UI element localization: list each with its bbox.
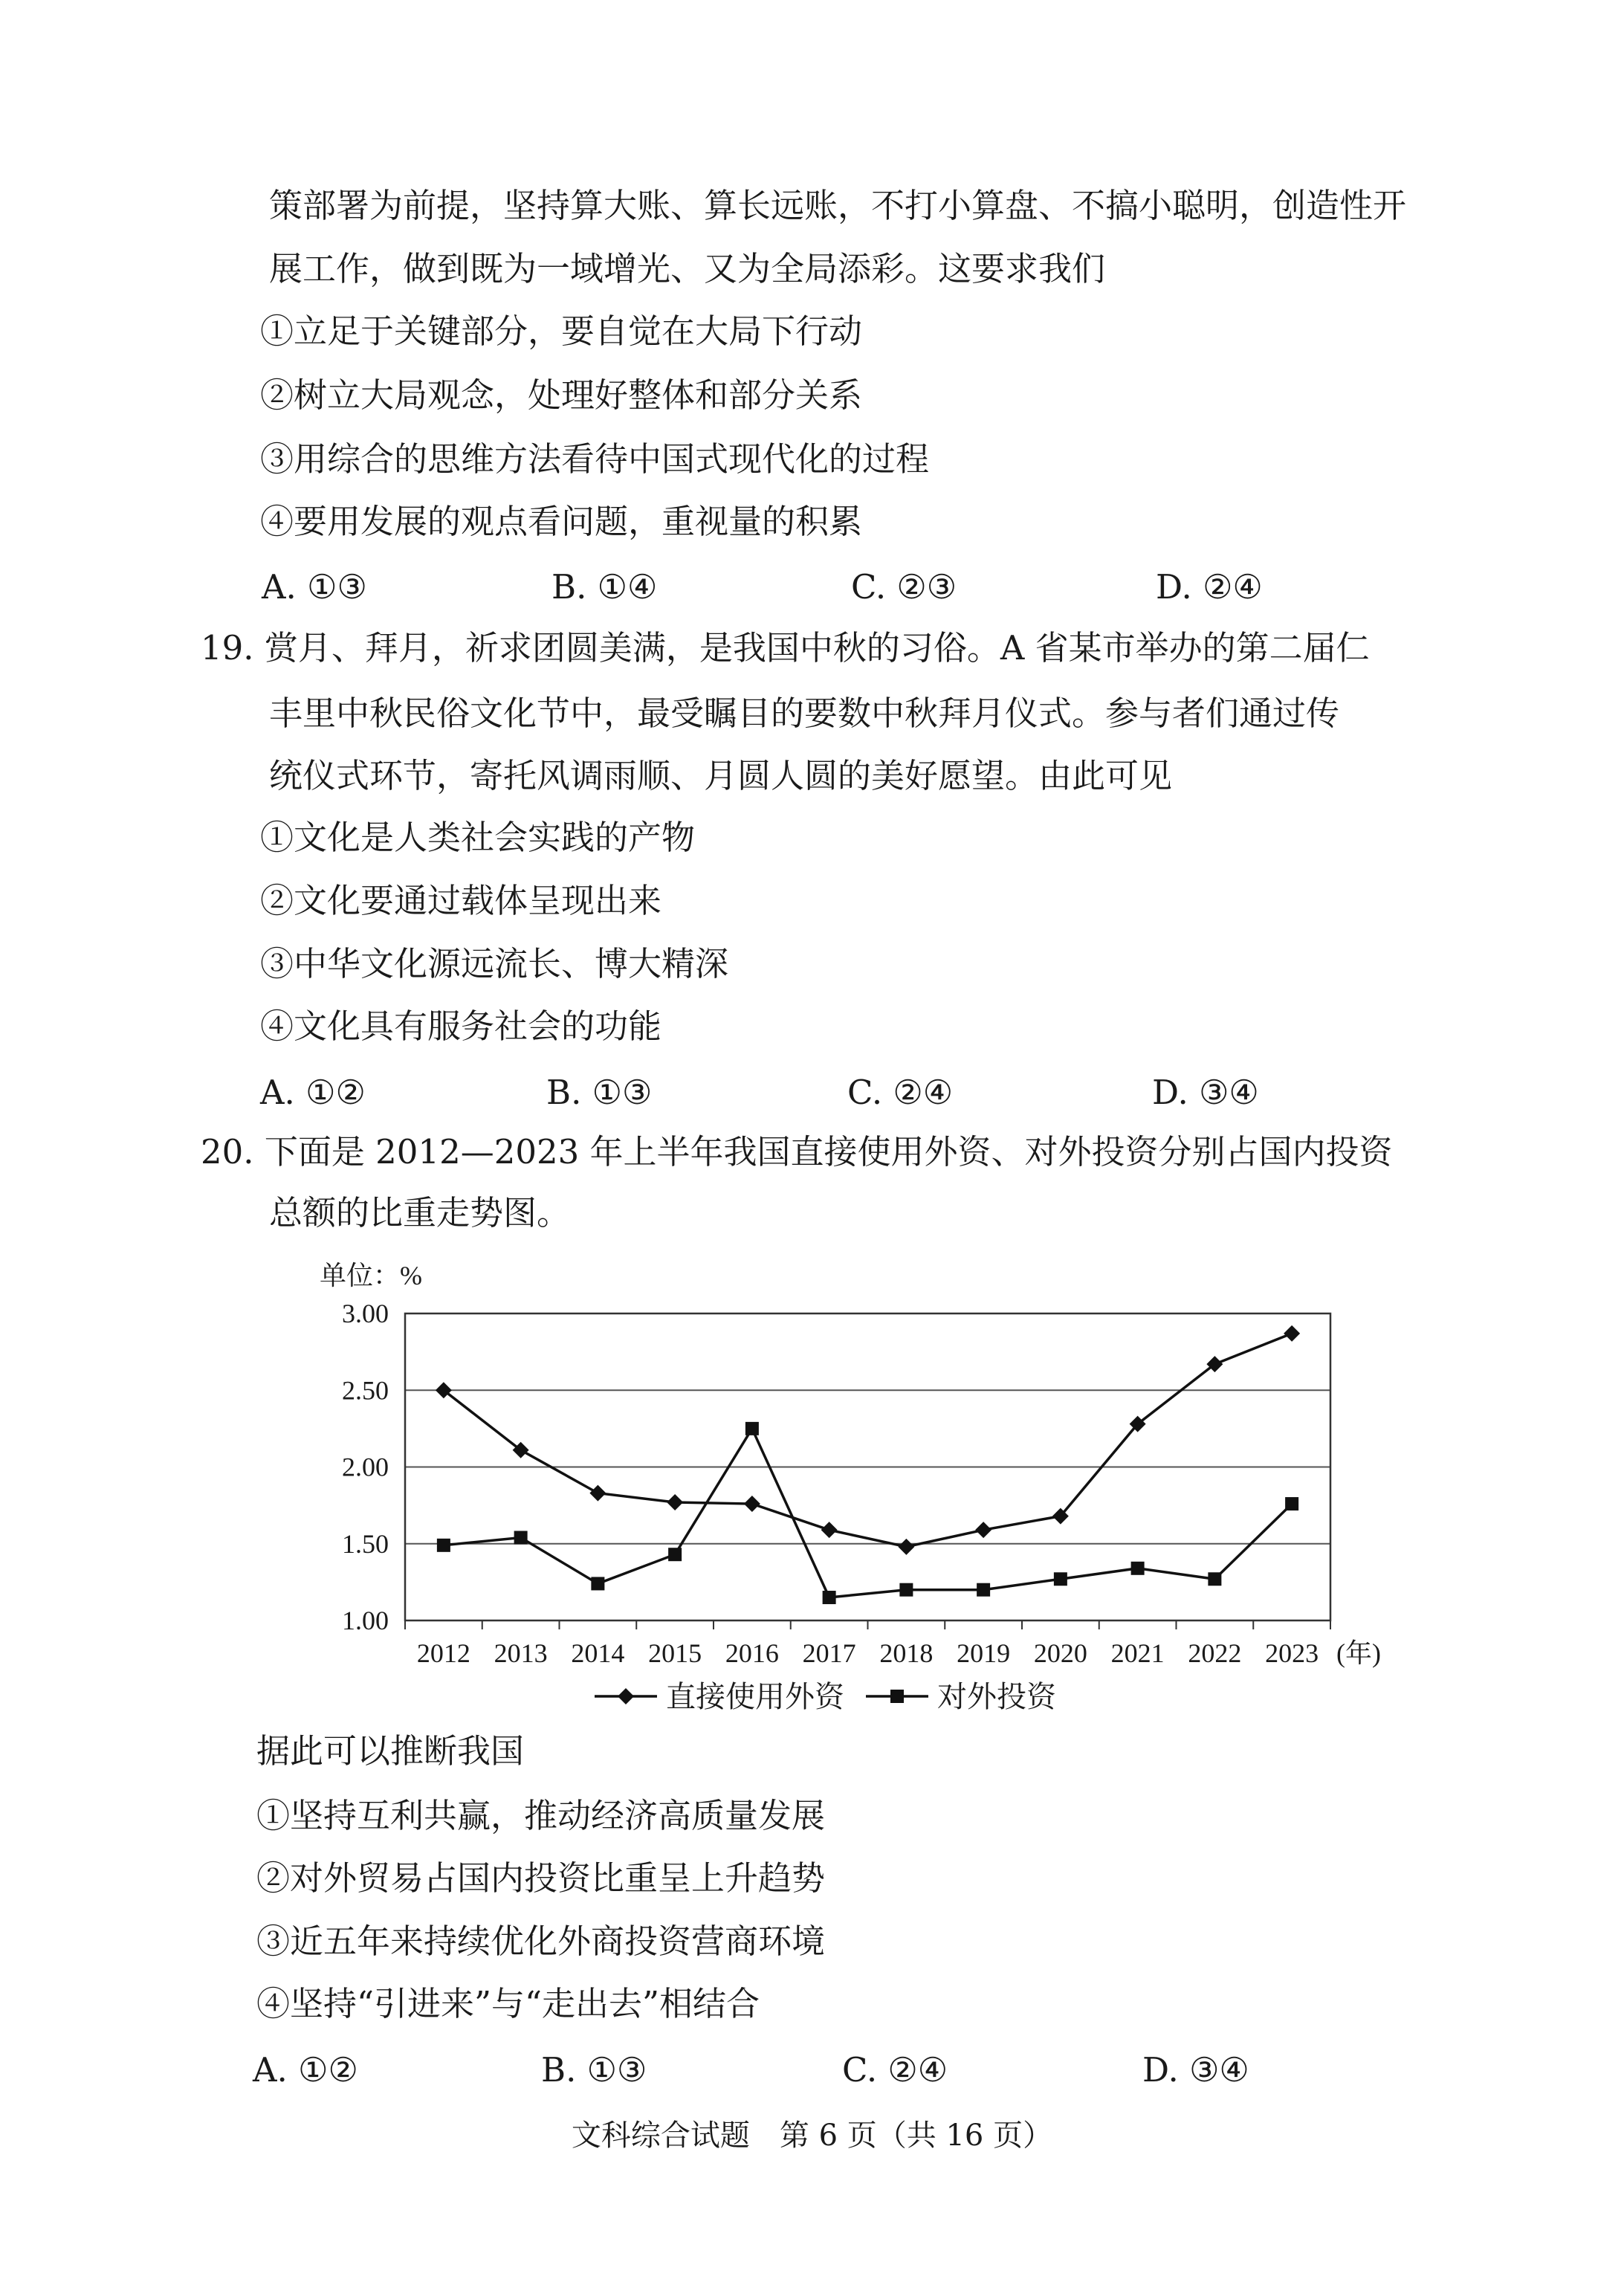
- y-tick-label: 1.50: [342, 1528, 389, 1559]
- q19-item-1: ①文化是人类社会实践的产物: [260, 818, 696, 857]
- chart-unit-label: 单位：%: [320, 1261, 422, 1290]
- q20-item-3: ③近五年来持续优化外商投资营商环境: [256, 1922, 826, 1961]
- q19-item-2: ②文化要通过载体呈现出来: [260, 881, 662, 920]
- x-tick-label: 2022: [1188, 1638, 1242, 1668]
- q20-item-2: ②对外贸易占国内投资比重呈上升趋势: [256, 1858, 826, 1898]
- x-axis-unit: (年): [1336, 1638, 1381, 1668]
- q19-option-d[interactable]: D. ③④: [1152, 1073, 1259, 1112]
- data-point-diamond: [589, 1485, 606, 1502]
- q18-option-b[interactable]: B. ①④: [551, 567, 658, 607]
- q20-option-c[interactable]: C. ②④: [842, 2050, 948, 2090]
- q19-option-b[interactable]: B. ①③: [546, 1073, 653, 1112]
- y-tick-label: 3.00: [342, 1299, 389, 1328]
- x-tick-label: 2012: [416, 1638, 470, 1668]
- data-point-diamond: [975, 1522, 991, 1538]
- chart-gridlines: [405, 1313, 1330, 1544]
- q19-item-3: ③中华文化源远流长、博大精深: [260, 944, 729, 983]
- data-point-diamond: [898, 1539, 914, 1555]
- data-point-square: [514, 1531, 528, 1544]
- q19-stem-line-3: 统仪式环节，寄托风调雨顺、月圆人圆的美好愿望。由此可见: [269, 756, 1173, 795]
- series-line-1: [444, 1334, 1292, 1547]
- data-point-square: [899, 1583, 913, 1597]
- q19-option-a[interactable]: A. ①②: [260, 1073, 366, 1112]
- y-tick-label: 2.50: [342, 1375, 389, 1406]
- q19-stem-line-2: 丰里中秋民俗文化节中，最受瞩目的要数中秋拜月仪式。参与者们通过传: [269, 694, 1340, 733]
- x-tick-label: 2015: [648, 1638, 702, 1668]
- q20-option-b[interactable]: B. ①③: [541, 2050, 647, 2090]
- q18-option-c[interactable]: C. ②③: [851, 567, 957, 607]
- x-tick-label: 2013: [494, 1638, 548, 1668]
- x-tick-label: 2019: [957, 1638, 1011, 1668]
- data-point-diamond: [667, 1494, 683, 1510]
- data-point-diamond: [821, 1522, 838, 1538]
- data-point-square: [977, 1583, 990, 1597]
- chart-legend: [595, 1680, 1057, 1714]
- q18-item-1: ①立足于关键部分，要自觉在大局下行动: [260, 311, 863, 351]
- q18-stem-line-1: 策部署为前提，坚持算大账、算长远账，不打小算盘、不搞小聪明，创造性开: [269, 186, 1407, 225]
- chart-axes: [405, 1313, 1330, 1629]
- q20-options: [0, 2048, 1624, 2093]
- x-tick-label: 2020: [1033, 1638, 1087, 1668]
- q18-item-2: ②树立大局观念，处理好整体和部分关系: [260, 375, 863, 415]
- data-point-square: [437, 1539, 450, 1552]
- data-point-square: [823, 1591, 836, 1604]
- data-point-square: [591, 1577, 604, 1590]
- data-point-diamond: [744, 1496, 760, 1512]
- legend-diamond-marker: [618, 1688, 634, 1704]
- data-point-diamond: [1284, 1325, 1300, 1342]
- q19-stem-line-1: 19. 赏月、拜月，祈求团圆美满，是我国中秋的习俗。A 省某市举办的第二届仁: [201, 628, 1370, 668]
- y-tick-label: 1.00: [342, 1606, 389, 1635]
- page-footer: 文科综合试题 第 6 页（共 16 页）: [571, 2119, 1053, 2153]
- data-point-square: [1285, 1497, 1298, 1510]
- x-tick-label: 2021: [1110, 1638, 1165, 1668]
- q18-option-d[interactable]: D. ②④: [1156, 567, 1263, 607]
- q20-item-4: ④坚持“引进来”与“走出去”相结合: [256, 1984, 760, 2023]
- legend-label: 对外投资: [937, 1680, 1056, 1714]
- chart-tick-labels: [342, 1299, 1381, 1668]
- chart-series: [436, 1325, 1300, 1604]
- legend-square-marker: [890, 1690, 904, 1703]
- data-point-square: [1054, 1572, 1067, 1586]
- q19-item-4: ④文化具有服务社会的功能: [260, 1006, 662, 1046]
- q20-option-a[interactable]: A. ①②: [253, 2050, 358, 2090]
- data-point-square: [1131, 1562, 1145, 1575]
- q20-item-1: ①坚持互利共赢，推动经济高质量发展: [256, 1796, 826, 1835]
- q18-option-a[interactable]: A. ①③: [262, 567, 367, 607]
- q18-item-4: ④要用发展的观点看问题，重视量的积累: [260, 502, 863, 541]
- y-tick-label: 2.00: [342, 1452, 389, 1482]
- x-tick-label: 2018: [879, 1638, 934, 1668]
- q20-option-d[interactable]: D. ③④: [1142, 2050, 1249, 2090]
- legend-label: 直接使用外资: [666, 1680, 844, 1714]
- series-line-2: [444, 1429, 1292, 1597]
- x-tick-label: 2023: [1265, 1638, 1319, 1668]
- data-point-square: [668, 1548, 682, 1561]
- q20-prompt: 据此可以推断我国: [256, 1731, 525, 1771]
- x-tick-label: 2014: [571, 1638, 625, 1668]
- x-tick-label: 2016: [725, 1638, 779, 1668]
- x-tick-label: 2017: [802, 1638, 856, 1668]
- q20-stem-line-1: 20. 下面是 2012—2023 年上半年我国直接使用外资、对外投资分别占国内投资: [201, 1132, 1393, 1172]
- q20-stem-line-2: 总额的比重走势图。: [269, 1193, 571, 1232]
- data-point-square: [745, 1422, 759, 1435]
- data-point-square: [1208, 1572, 1221, 1586]
- q18-item-3: ③用综合的思维方法看待中国式现代化的过程: [260, 439, 930, 479]
- q18-stem-line-2: 展工作，做到既为一域增光、又为全局添彩。这要求我们: [269, 249, 1106, 288]
- q19-option-c[interactable]: C. ②④: [847, 1073, 954, 1112]
